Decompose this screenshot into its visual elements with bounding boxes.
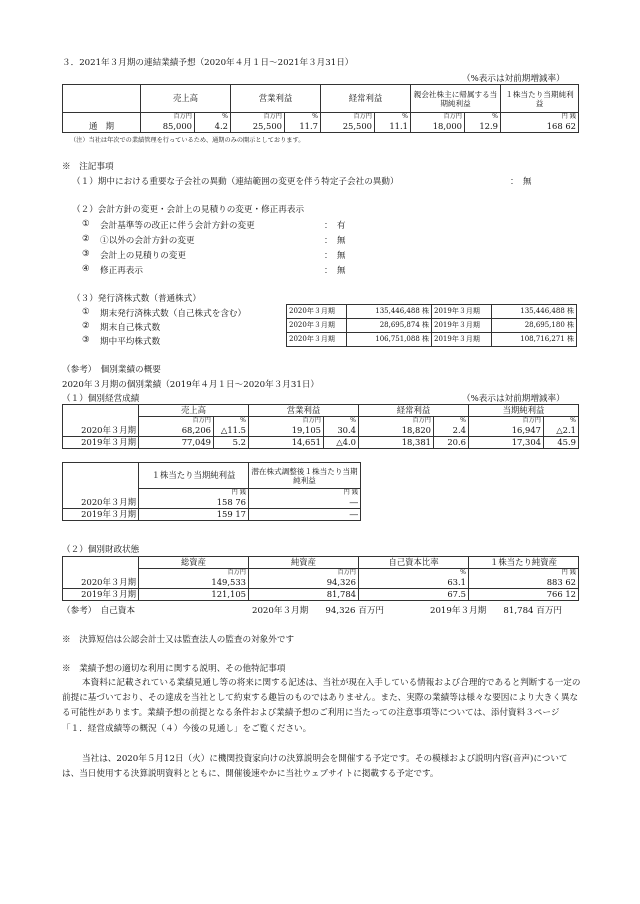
equity-label: （参考） 自己資本 xyxy=(62,606,136,616)
reference-title: （参考） 個別業績の概要 xyxy=(62,365,161,375)
notes-item3: （３）発行済株式数（普通株式） xyxy=(72,294,201,304)
explanation-title: ※ 業績予想の適切な利用に関する説明、その他特記事項 xyxy=(62,664,286,674)
table-row: 2019年３月期 77,049 5.2 14,651 △4.0 18,381 20.6 17,304 45.9 xyxy=(63,437,579,449)
fc-header-operating: 営業利益 xyxy=(231,85,321,113)
reference-subtitle: 2020年３月期の個別業績（2019年４月１日～2020年３月31日） xyxy=(62,380,320,390)
notes-title: ※ 注記事項 xyxy=(62,162,114,172)
reference-op-title: （１）個別経営成績 xyxy=(62,394,140,404)
forecast-heading: ３．2021年３月期の連結業績予想（2020年４月１日～2021年３月31日） xyxy=(62,58,354,68)
table-row: 2020年３月期 68,206 △11.5 19,105 30.4 18,820 2.4 16,947 △2.1 xyxy=(63,425,579,437)
fc-header-ordinary: 経常利益 xyxy=(321,85,411,113)
reference-pct-note: （%表示は対前期増減率） xyxy=(462,394,565,404)
forecast-note: （注）当社は年次での業績管理を行っているため、通期のみの開示としております。 xyxy=(70,137,305,144)
audit-note: ※ 決算短信は公認会計士又は監査法人の監査の対象外です xyxy=(62,635,295,645)
notes-item1-value: ： 無 xyxy=(510,177,532,187)
table-row: 2020年３月期 28,695,874 株 2019年３月期 28,695,180 株 xyxy=(287,319,577,333)
forecast-pct-note: （%表示は対前期増減率） xyxy=(462,74,565,84)
shares-table xyxy=(286,304,577,347)
forecast-table: 売上高 営業利益 経常利益 親会社株主に帰属する当期純利益 １株当たり当期純利益 百万円 % 百万円 % 百万円 % 百万円 % 円 銭 通 期 85,000 4.2 25,500 11.7 25,500 11.1 18,000 12.9 168 62 xyxy=(62,84,579,133)
table-row: 2020年３月期 158 76 ― xyxy=(63,497,361,509)
fc-header-net: 親会社株主に帰属する当期純利益 xyxy=(413,89,498,108)
fc-row-label: 通 期 xyxy=(63,121,141,133)
nonconsol-eps-table: １株当たり当期純利益 潜在株式調整後１株当たり当期純利益 円 銭 円 銭 2020年３月期 158 76 ― 2019年３月期 159 17 ― xyxy=(62,462,361,521)
nonconsol-financial-table: 総資産 純資産 自己資本比率 １株当たり純資産 百万円 百万円 % 円 銭 2020年３月期 149,533 94,326 63.1 883 62 2019年３月期 121,105 81,784 67.5 766 12 xyxy=(62,556,579,601)
policy-item: 修正再表示 xyxy=(100,266,143,276)
fc-header-sales: 売上高 xyxy=(141,85,231,113)
policy-item: ①以外の会計方針の変更 xyxy=(100,236,195,246)
equity-2019: 2019年３月期 81,784 百万円 xyxy=(430,606,563,616)
reference-fin-title: （２）個別財政状態 xyxy=(62,545,140,555)
policy-item: 会計上の見積りの変更 xyxy=(100,251,186,261)
table-row: 2020年３月期 106,751,088 株 2019年３月期 108,716,271 株 xyxy=(287,333,577,347)
explanation-paragraph-1: 本資料に記載されている業績見通し等の将来に関する記述は、当社が現在入手している情報および合理的であると判断する一定の前提に基づいており、その達成を当社として約束する趣旨のものではありません。また、実際の業績等は様々な要因により大きく異なる可能性があります。業績予想の前提となる条件および業績予想のご利用に当たっての注意事項等については、添付資料３ページ「１．経営成績等の概況（４）今後の見通し」をご覧ください。 xyxy=(62,678,581,734)
fc-header-eps: １株当たり当期純利益 xyxy=(505,89,574,108)
notes-item2: （２）会計方針の変更・会計上の見積りの変更・修正再表示 xyxy=(72,205,305,215)
policy-item: 会計基準等の改正に伴う会計方針の変更 xyxy=(100,221,255,231)
table-row: 2019年３月期 159 17 ― xyxy=(63,509,361,521)
equity-2020: 2020年３月期 94,326 百万円 xyxy=(252,606,385,616)
explanation-paragraph-2: 当社は、2020年５月12日（火）に機関投資家向けの決算説明会を開催する予定です。その模様および説明内容(音声)については、当日使用する決算説明資料とともに、開催後速やかに当社ウェブサイトに掲載する予定です。 xyxy=(62,754,568,780)
table-row: 通 期 85,000 4.2 25,500 11.7 25,500 11.1 18,000 12.9 168 62 xyxy=(63,121,579,133)
notes-item1: （１）期中における重要な子会社の異動（連結範囲の変更を伴う特定子会社の異動） xyxy=(72,177,399,187)
nonconsol-results-table: 売上高 営業利益 経常利益 当期純利益 百万円 % 百万円 % 百万円 % 百万円 % 2020年３月期 68,206 △11.5 19,105 30.4 18,820 2.4 16,947 △2.1 2019年３月期 77,049 5.2 14,651 △4.0 18,381 20.6 17,304 45.9 xyxy=(62,404,579,449)
table-row: 2020年３月期 149,533 94,326 63.1 883 62 xyxy=(63,577,579,589)
table-row: 2020年３月期 135,446,488 株 2019年３月期 135,446,488 株 xyxy=(287,305,577,319)
table-row: 2019年３月期 121,105 81,784 67.5 766 12 xyxy=(63,589,579,601)
